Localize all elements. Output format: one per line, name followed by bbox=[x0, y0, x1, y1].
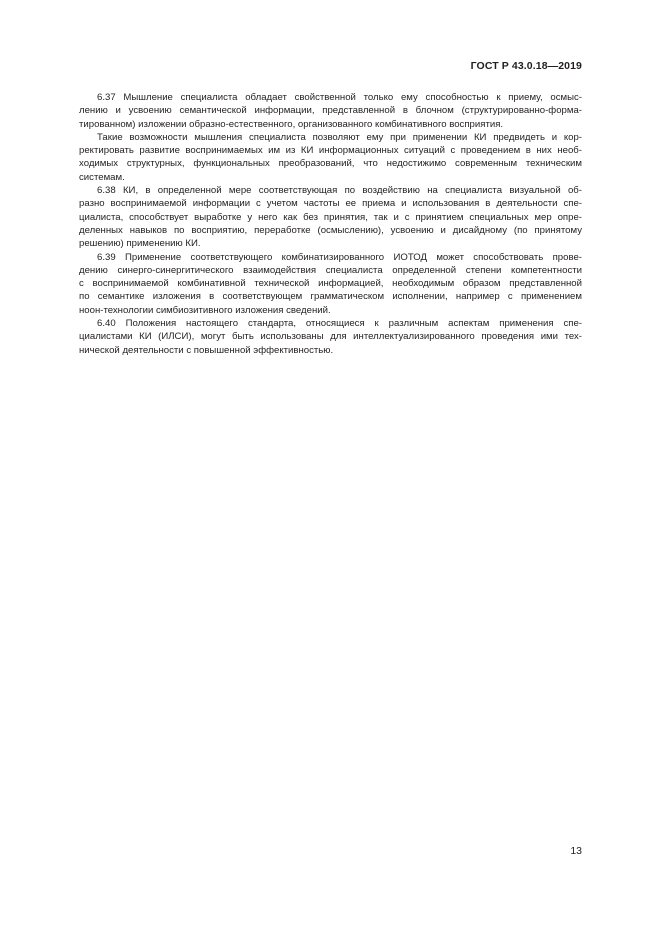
text-line: тированном) изложении образно-естественного, организованного комбинативного восприятия. bbox=[79, 118, 504, 130]
text-line: 6.40 Положения настоящего стандарта, относящиеся к различным аспектам применения спе- bbox=[97, 318, 582, 330]
text-line: по семантике изложения в соответствующем грамматическом исполнении, например с применением bbox=[79, 291, 582, 303]
paragraph-6-37-continued bbox=[79, 131, 582, 184]
text-line: 6.38 КИ, в определенной мере соответствующая по воздействию на специалиста визуальной об- bbox=[97, 185, 582, 197]
document-body bbox=[79, 91, 582, 357]
text-line: ходимых структурных, функциональных преобразований, что недостижимо современным техническим bbox=[79, 158, 582, 170]
text-line: ноон-технологии симбиозитивного изложения сведений. bbox=[79, 304, 331, 316]
text-line: лению и усвоению семантической информации, представленной в блочном (структурированно-форма- bbox=[79, 105, 582, 117]
paragraph-6-40 bbox=[79, 317, 582, 357]
text-line: 6.39 Применение соответствующего комбинатизированного ИОТОД может способствовать прове- bbox=[97, 251, 582, 263]
document-header bbox=[471, 60, 582, 72]
text-line: деленных навыков по восприятию, переработке (осмыслению), усвоению и дисайдному (по принятому bbox=[79, 224, 582, 236]
text-line: дению синерго-синергитического взаимодействия специалиста определенной степени компетентности bbox=[79, 264, 582, 276]
text-line: 6.37 Мышление специалиста обладает свойственной только ему способностью к приему, осмыс- bbox=[97, 92, 582, 103]
text-line: ректировать развитие воспринимаемых им из КИ информационных ситуаций с проведением в них необ- bbox=[79, 145, 582, 157]
text-line: решению) применению КИ. bbox=[79, 238, 201, 250]
text-line: циалиста, способствует выработке у него как без принятия, так и с принятием специальных мер опре- bbox=[79, 211, 582, 223]
text-line: циалистами КИ (ИЛСИ), могут быть использованы для интеллектуализированного проведения ими тех- bbox=[79, 331, 582, 343]
paragraph-6-38 bbox=[79, 184, 582, 250]
paragraph-6-37 bbox=[79, 91, 582, 131]
text-line: системам. bbox=[79, 171, 125, 183]
paragraph-6-39 bbox=[79, 251, 582, 317]
text-line: разно воспринимаемой информации с учетом частоты ее приема и использования в деятельности спе- bbox=[79, 198, 582, 210]
text-line: нической деятельности с повышенной эффективностью. bbox=[79, 344, 334, 356]
text-line: Такие возможности мышления специалиста позволяют ему при применении КИ предвидеть и кор- bbox=[97, 131, 582, 143]
text-line: с воспринимаемой комбинативной технической информацией, необходимым образом представленной bbox=[79, 278, 582, 290]
standard-id: ГОСТ Р 43.0.18—2019 bbox=[470, 60, 582, 72]
page-number: 13 bbox=[570, 845, 582, 857]
